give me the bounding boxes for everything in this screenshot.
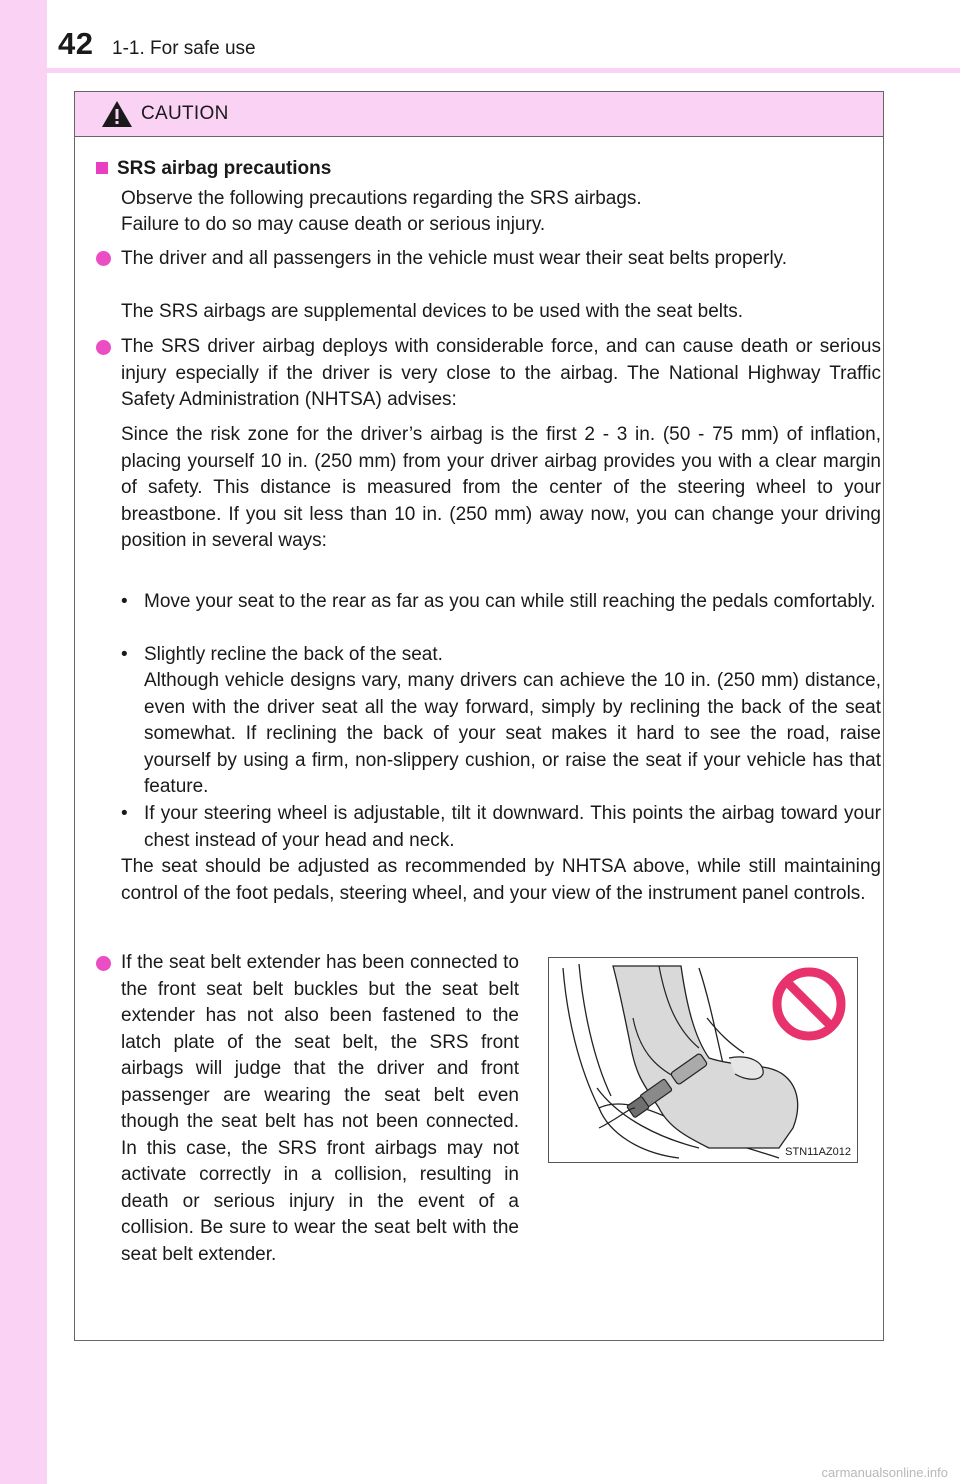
bullet1-text2: The SRS airbags are supplemental devices to be used with the seat belts. <box>121 301 744 322</box>
section-title: 1-1. For safe use <box>112 38 256 59</box>
person-torso <box>613 966 798 1148</box>
page-number: 42 <box>58 26 94 61</box>
header-rule <box>47 68 960 73</box>
bullet3-text: If the seat belt extender has been connected to the front seat belt buckles but the seat belt extender has not also been fastened to the latch plate of the seat belt, the SRS front airbags will judge that the driver and front passenger are wearing the seat belt even though the seat belt has not been connected. In this case, the SRS front airbags may not activate correctly in a collision, resulting in death or serious injury in the event of a collision. Be sure to wear the seat belt with the seat belt extender. <box>121 952 519 1265</box>
bullet1-text: The driver and all passengers in the vehicle must wear their seat belts properly. <box>121 248 788 269</box>
sub-bullet-1: Move your seat to the rear as far as you can while still reaching the pedals comfortably. <box>144 591 876 612</box>
prohibition-icon <box>777 972 841 1036</box>
square-bullet-icon <box>96 162 108 174</box>
bullet2-text: The SRS driver airbag deploys with considerable force, and can cause death or serious injury especially if the driver is very close to the airbag. The National Highway Traffic Safety Administration (NHTSA) advises: <box>121 336 881 410</box>
seat-belt-extender-figure <box>548 957 858 1163</box>
sub-bullet-2-detail: Although vehicle designs vary, many drivers can achieve the 10 in. (250 mm) distance, even with the driver seat all the way forward, simply by reclining the back of the seat somewhat. If reclining the back of your seat makes it hard to see the road, raise yourself by using a firm, non-slippery cushion, or raise the seat if your vehicle has that feature. <box>144 670 881 797</box>
bullet2-closing: The seat should be adjusted as recommended by NHTSA above, while still maintaining control of the foot pedals, steering wheel, and your view of the instrument panel controls. <box>121 856 881 904</box>
section-heading: SRS airbag precautions <box>96 156 331 183</box>
sub-bullet-3: If your steering wheel is adjustable, tilt it downward. This points the airbag toward your chest instead of your head and neck. <box>144 803 881 851</box>
bullet2-para: Since the risk zone for the driver’s airbag is the first 2 - 3 in. (50 - 75 mm) of inflation, placing yourself 10 in. (250 mm) from your driver airbag provides you with a clear margin of safety. This distance is measured from the center of the steering wheel to your breastbone. If you sit less than 10 in. (250 mm) away now, you can change your driving position in several ways: <box>121 424 881 551</box>
dot-bullet: • <box>121 803 128 824</box>
circle-bullet-icon <box>96 251 111 266</box>
warning-triangle-icon <box>101 99 133 129</box>
side-color-strip <box>0 0 47 1484</box>
intro-line-1: Observe the following precautions regarding the SRS airbags. <box>121 188 642 209</box>
sub-bullet-2: Slightly recline the back of the seat. <box>144 644 443 665</box>
figure-code: STN11AZ012 <box>785 1146 851 1158</box>
circle-bullet-icon <box>96 956 111 971</box>
caution-label: CAUTION <box>141 103 229 124</box>
dot-bullet: • <box>121 591 128 612</box>
seated-person-illustration <box>549 958 855 1160</box>
dot-bullet: • <box>121 644 128 665</box>
circle-bullet-icon <box>96 340 111 355</box>
intro-line-2: Failure to do so may cause death or serious injury. <box>121 214 546 235</box>
watermark: carmanualsonline.info <box>821 1465 948 1480</box>
caution-header <box>75 92 883 137</box>
